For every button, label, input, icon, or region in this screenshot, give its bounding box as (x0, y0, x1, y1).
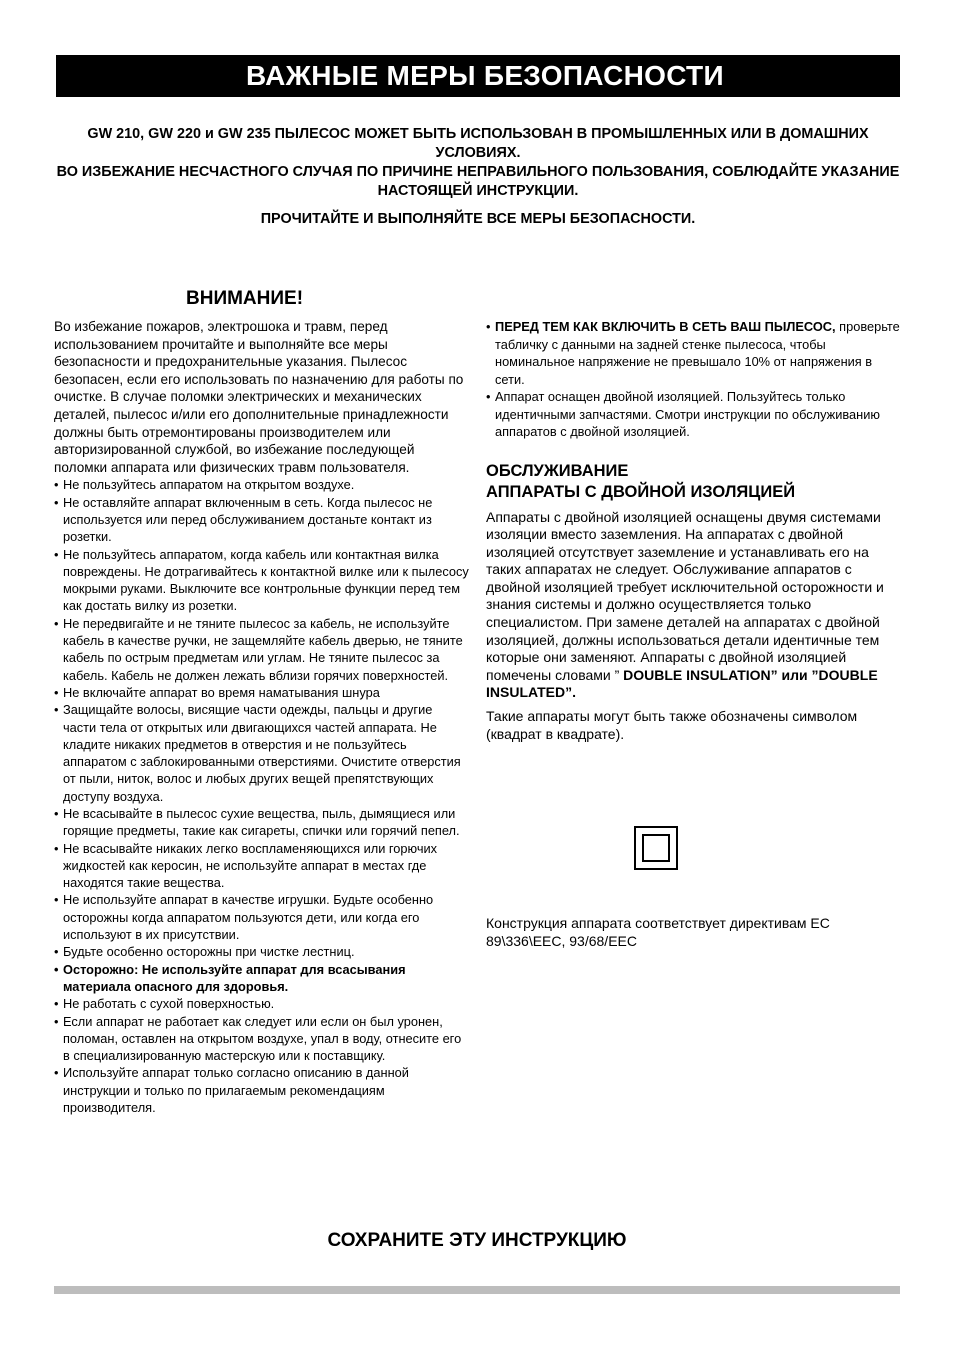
power-list (486, 318, 902, 441)
list-item: • Не используйте аппарат в качестве игрушки. Будьте особенно осторожны когда аппаратом пользуются дети, или когда его используют в их присутствии. (54, 891, 469, 943)
intro-line-accident: ВО ИЗБЕЖАНИЕ НЕСЧАСТНОГО СЛУЧАЯ ПО ПРИЧИНЕ НЕПРАВИЛЬНОГО ПОЛЬЗОВАНИЯ, СОБЛЮДАЙТЕ УКАЗАНИЕ НАСТОЯЩЕЙ ИНСТРУКЦИИ. (56, 164, 900, 199)
list-item: • Не оставляйте аппарат включенным в сеть. Когда пылесос не используется или перед обслуживанием достаньте контакт из розетки. (54, 494, 469, 546)
symbol-description: Такие аппараты могут быть также обозначены символом (квадрат в квадрате). (486, 708, 858, 742)
warning-heading: ВНИМАНИЕ! (186, 288, 304, 309)
service-heading (486, 461, 902, 503)
list-item: • Защищайте волосы, висящие части одежды, пальцы и другие части тела от открытых или двигающихся частей аппарата. Не кладите никаких предметов в отверстия и не пользуйтесь аппаратом с заблокированными отверстиями. Очистите отверстия от пыли, ниток, волос и любых других вещей препятствующих доступу воздуха. (54, 701, 469, 805)
title-bar (56, 55, 900, 97)
voltage-warning-bold: ПЕРЕД ТЕМ КАК ВКЛЮЧИТЬ В СЕТЬ ВАШ ПЫЛЕСОС, (495, 319, 836, 334)
intro-block (56, 125, 900, 229)
voltage-warning-text: проверьте табличку с данными на задней стенке пылесоса, чтобы номинальное напряжение не превышало 10% от напряжения в сети. (495, 319, 900, 387)
bottom-divider (54, 1286, 900, 1294)
list-item: • Не включайте аппарат во время наматывания шнура (54, 684, 469, 701)
list-item: • Будьте особенно осторожны при чистке лестниц. (54, 943, 469, 960)
service-text-body: Аппараты с двойной изоляцией оснащены двумя системами изоляции вместо заземления. На аппаратах с двойной изоляцией отсутствует заземление и устанавливать его на таких аппаратах не следует. Обслуживание аппаратов с двойной изоляцией требует исключительной осторожности и знания системы и должно осуществляется только специалистом. При замене деталей на аппаратах с двойной изоляцией, должны использоваться детали идентичные тем которые они заменяют. Аппараты с двойной изоляцией помечены словами ” (486, 508, 884, 683)
list-item: • Используйте аппарат только согласно описанию в данной инструкции и только по прилагаемым рекомендациям производителя. (54, 1064, 469, 1116)
list-item: • Если аппарат не работает как следует или если он был уронен, поломан, оставлен на открытом воздухе, упал в воду, отнесите его в специализированную мастерскую или к поставщику. (54, 1013, 469, 1065)
list-item: • Не передвигайте и не тяните пылесос за кабель, не используйте кабель в качестве ручки, не защемляйте кабель дверью, не тяните кабель по острым предметам или углам. Не тяните пылесос за кабель. Кабель не должен лежать вблизи горячих поверхностей. (54, 615, 469, 684)
warning-column (54, 287, 469, 1116)
list-item: • Не пользуйтесь аппаратом на открытом воздухе. (54, 476, 469, 493)
double-insulation-inner-square (642, 834, 670, 862)
right-column (486, 318, 902, 743)
list-item: • Не всасывайте в пылесос сухие вещества, пыль, дымящиеся или горящие предметы, такие как сигареты, спички или горячий пепел. (54, 805, 469, 840)
list-item: • Не пользуйтесь аппаратом, когда кабель или контактная вилка повреждены. Не дотрагивайтесь к контактной вилке или к пылесосу мокрыми руками. Выключите все контрольные функции перед тем как достать вилку из розетки. (54, 546, 469, 615)
intro-line-usage: GW 210, GW 220 и GW 235 ПЫЛЕСОС МОЖЕТ БЫТЬ ИСПОЛЬЗОВАН В ПРОМЫШЛЕННЫХ ИЛИ В ДОМАШНИХ УСЛОВИЯХ. (87, 126, 869, 161)
list-item: • Не всасывайте никаких легко воспламеняющихся или горючих жидкостей как керосин, не используйте аппарат в местах где находятся такие вещества. (54, 840, 469, 892)
service-text-bold: DOUBLE INSULATION” или ”DOUBLE INSULATED”. (486, 666, 878, 701)
double-insulation-icon (634, 826, 678, 870)
warning-list (54, 476, 469, 1116)
service-heading-line2: АППАРАТЫ С ДВОЙНОЙ ИЗОЛЯЦИЕЙ (486, 482, 796, 501)
list-item-caution: • Осторожно: Не используйте аппарат для всасывания материала опасного для здоровья. (54, 961, 469, 996)
service-text (486, 509, 902, 703)
intro-line-read-all: ПРОЧИТАЙТЕ И ВЫПОЛНЯЙТЕ ВСЕ МЕРЫ БЕЗОПАСНОСТИ. (260, 211, 696, 227)
page-title: ВАЖНЫЕ МЕРЫ БЕЗОПАСНОСТИ (246, 60, 724, 91)
save-instructions-title: СОХРАНИТЕ ЭТУ ИНСТРУКЦИЮ (327, 1230, 627, 1251)
conformity-text: Конструкция аппарата соответствует директивам ЕС 89\336\EEC, 93/68/EEC (486, 915, 830, 949)
warning-lead: Во избежание пожаров, электрошока и травм, перед использованием прочитайте и выполняйте все меры безопасности и предохранительные указания. Пылесос безопасен, если его использовать по назначению для работы по очистке. В случае поломки электрических и механических деталей, пылесос и/или его дополнительные принадлежности должны быть отремонтированы производителем или авторизированной службой, во избежание последующей поломки аппарата или физических травм пользователя. (54, 319, 464, 475)
list-item-voltage (486, 318, 902, 388)
service-heading-line1: ОБСЛУЖИВАНИЕ (486, 461, 629, 480)
list-item: • Не работать с сухой поверхностью. (54, 995, 469, 1012)
list-item-double-insulation: • Аппарат оснащен двойной изоляцией. Пользуйтесь только идентичными запчастями. Смотри инструкции по обслуживанию аппаратов с двойной изоляцией. (486, 388, 902, 441)
